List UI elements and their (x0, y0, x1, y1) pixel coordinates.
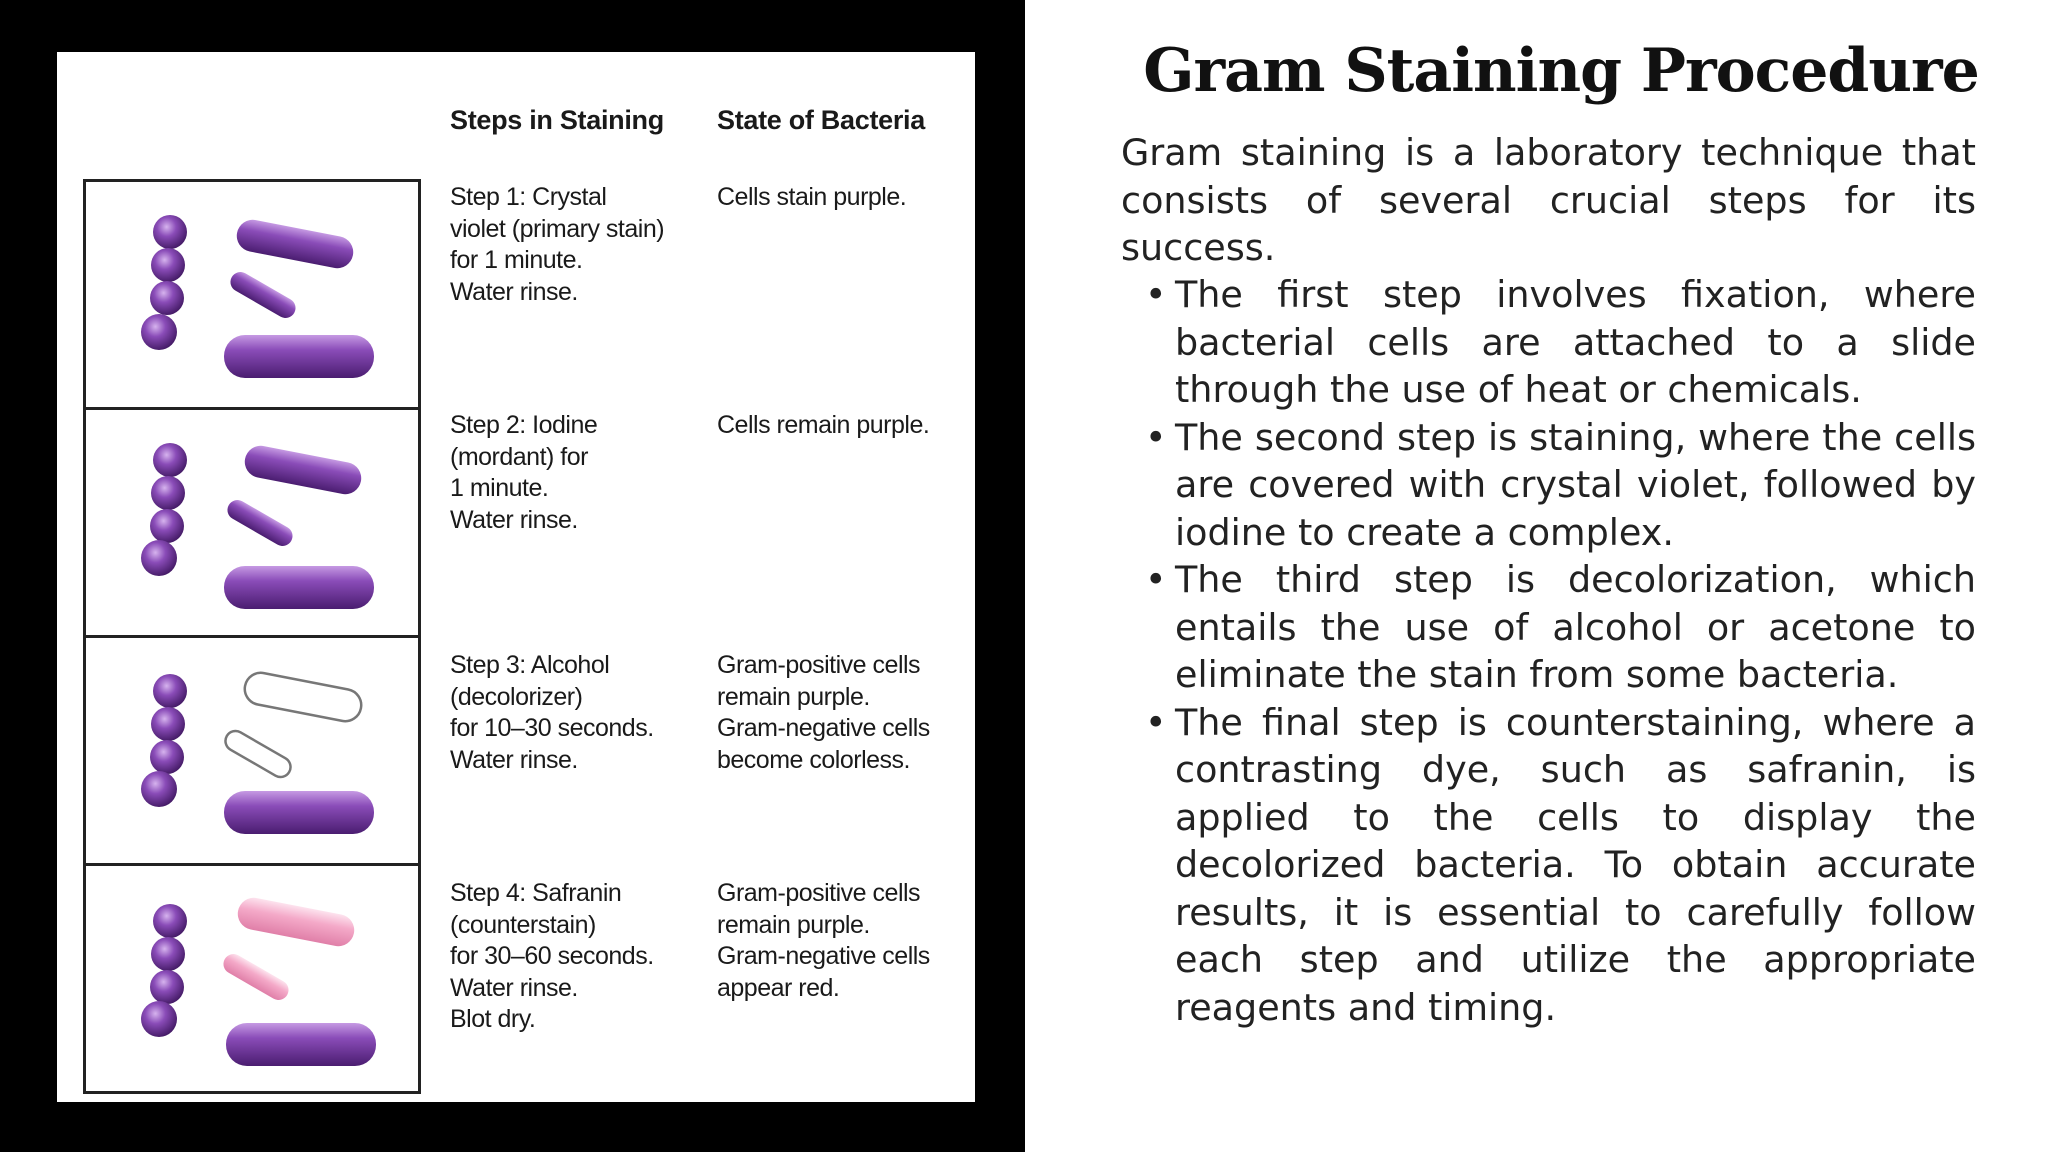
bullet-icon: • (1145, 273, 1167, 316)
step1-state: Cells stain purple. (717, 183, 907, 211)
header-steps: Steps in Staining (450, 105, 664, 135)
coccus-chain (141, 674, 187, 807)
steps-list (1121, 271, 1976, 1031)
step3-illustration (83, 635, 421, 866)
coccus-chain (141, 904, 187, 1037)
list-item-text: The second step is staining, where the cells are covered with crystal violet, followed by iodine to create a complex. (1175, 415, 1976, 554)
step4-illustration (83, 863, 421, 1094)
step4-text: Step 4: Safranin (counterstain) for 30–60 seconds. Water rinse. Blot dry. (450, 879, 654, 1033)
coccus-chain (141, 443, 187, 576)
list-item (1121, 271, 1976, 414)
step4-state: Gram-positive cells remain purple. Gram-negative cells appear red. (717, 879, 930, 1002)
gram-stain-figure (57, 52, 975, 1102)
bullet-icon: • (1145, 415, 1167, 459)
step1-illustration (83, 179, 421, 410)
bullet-icon: • (1145, 700, 1167, 744)
step3-text: Step 3: Alcohol (decolorizer) for 10–30 seconds. Water rinse. (450, 651, 654, 774)
list-item (1121, 699, 1976, 1032)
list-item-text: The third step is decolorization, which entails the use of alcohol or acetone to eliminate the stain from some bacteria. (1175, 558, 1976, 696)
list-item-text: The final step is counterstaining, where a contrasting dye, such as safranin, is applied to the cells to display the decolorized bacteria. To obtain accurate results, it is essential to carefully follow each step and utilize the appropriate reagents and timing. (1175, 700, 1976, 1029)
step2-state: Cells remain purple. (717, 411, 930, 439)
step2-illustration (83, 407, 421, 638)
step2-text: Step 2: Iodine (mordant) for 1 minute. Water rinse. (450, 411, 598, 534)
step3-state: Gram-positive cells remain purple. Gram-negative cells become colorless. (717, 651, 930, 774)
header-state: State of Bacteria (717, 105, 925, 135)
list-item (1121, 556, 1976, 699)
page-title: Gram Staining Procedure (1143, 36, 1979, 106)
list-item (1121, 414, 1976, 557)
list-item-text: The first step involves fixation, where bacterial cells are attached to a slide through the use of heat or chemicals. (1175, 273, 1976, 411)
bullet-icon: • (1145, 558, 1167, 601)
intro-paragraph: Gram staining is a laboratory technique that consists of several crucial steps for its success. (1121, 131, 1976, 269)
coccus-chain (141, 215, 187, 350)
step1-text: Step 1: Crystal violet (primary stain) for 1 minute. Water rinse. (450, 183, 665, 306)
